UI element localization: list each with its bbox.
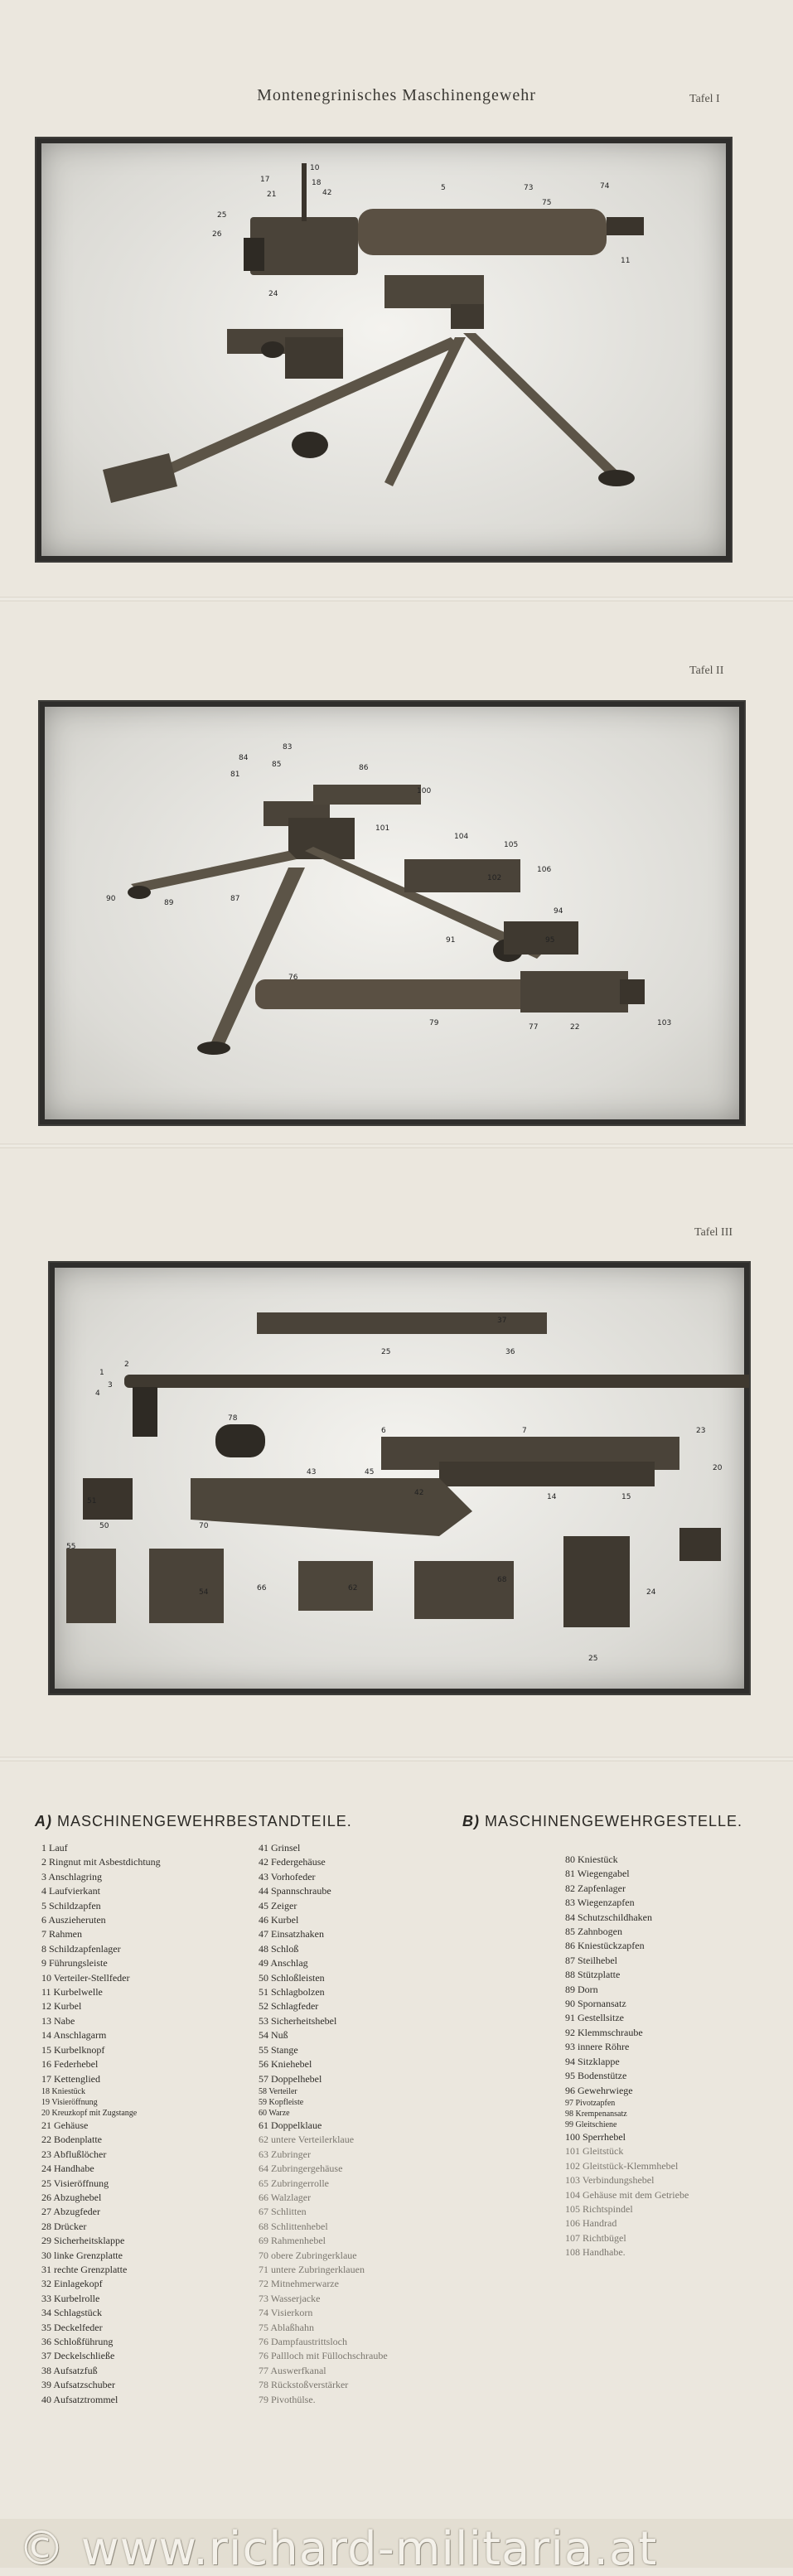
list-item: 29 Sicherheitsklappe — [41, 2235, 125, 2247]
svg-text:79: 79 — [429, 1019, 439, 1027]
section-b-heading — [462, 1813, 742, 1830]
list-item: 58 Verteiler — [259, 2086, 297, 2096]
list-item: 49 Anschlag — [259, 1957, 308, 1969]
svg-text:11: 11 — [621, 257, 631, 265]
list-item: 18 Kniestück — [41, 2086, 86, 2096]
tripod-and-barrel-illustration — [40, 702, 744, 1124]
list-item: 106 Handrad — [565, 2217, 617, 2230]
list-item: 17 Kettenglied — [41, 2072, 100, 2085]
list-item: 108 Handhabe. — [565, 2246, 626, 2259]
list-item: 15 Kurbelknopf — [41, 2043, 105, 2056]
list-item: 9 Führungsleiste — [41, 1957, 108, 1969]
list-item: 72 Mitnehmerwarze — [259, 2278, 339, 2290]
list-item: 94 Sitzklappe — [565, 2055, 620, 2067]
fold-line — [0, 1757, 793, 1762]
svg-text:24: 24 — [646, 1588, 656, 1597]
list-item: 19 Visieröffnung — [41, 2097, 98, 2107]
svg-text:4: 4 — [95, 1389, 100, 1398]
list-item: 68 Schlittenhebel — [259, 2220, 328, 2232]
list-item: 76 Dampfaustrittsloch — [259, 2336, 347, 2347]
list-item: 20 Kreuzkopf mit Zugstange — [41, 2108, 138, 2118]
disassembled-parts-illustration — [50, 1263, 749, 1694]
list-item: 100 Sperrhebel — [565, 2130, 626, 2143]
plate-photo-1 — [35, 137, 733, 563]
list-item: 99 Gleitschiene — [565, 2119, 617, 2129]
section-b-title: MASCHINENGEWEHRGESTELLE. — [485, 1813, 743, 1829]
list-item: 16 Federhebel — [41, 2058, 99, 2071]
list-item: 13 Nabe — [41, 2014, 75, 2027]
list-item: 8 Schildzapfenlager — [41, 1942, 121, 1955]
list-item: 98 Krempenansatz — [565, 2109, 627, 2119]
list-item: 107 Richtbügel — [565, 2231, 626, 2244]
list-item: 7 Rahmen — [41, 1928, 82, 1940]
list-item: 35 Deckelfeder — [41, 2321, 103, 2333]
list-item: 40 Aufsatztrommel — [41, 2393, 118, 2405]
svg-text:94: 94 — [554, 907, 563, 916]
section-a-marker: A) — [35, 1813, 52, 1829]
list-item: 96 Gewehrwiege — [565, 2084, 633, 2096]
list-item: 43 Vorhofeder — [259, 1870, 316, 1882]
svg-text:76: 76 — [288, 974, 298, 982]
list-item: 91 Gestellsitze — [565, 2012, 624, 2024]
svg-text:66: 66 — [257, 1584, 267, 1592]
parts-list-column-1 — [41, 1841, 161, 2407]
list-item: 92 Klemmschraube — [565, 2026, 643, 2038]
list-item: 104 Gehäuse mit dem Getriebe — [565, 2188, 689, 2201]
list-item: 48 Schloß — [259, 1942, 299, 1955]
svg-text:74: 74 — [600, 182, 610, 191]
svg-text:100: 100 — [417, 787, 432, 795]
svg-text:24: 24 — [268, 290, 278, 298]
list-item: 93 innere Röhre — [565, 2041, 630, 2053]
list-item: 56 Kniehebel — [259, 2058, 312, 2071]
svg-text:25: 25 — [217, 211, 227, 220]
plate-label-1: Tafel I — [689, 93, 720, 105]
svg-text:102: 102 — [487, 874, 502, 882]
list-item: 2 Ringnut mit Asbestdichtung — [41, 1856, 161, 1868]
svg-text:42: 42 — [414, 1489, 424, 1497]
svg-text:73: 73 — [524, 184, 534, 192]
svg-text:25: 25 — [588, 1655, 598, 1663]
svg-text:21: 21 — [267, 191, 277, 199]
list-item: 71 untere Zubringerklauen — [259, 2263, 365, 2275]
list-item: 11 Kurbelwelle — [41, 1986, 103, 1998]
section-b-marker: B) — [462, 1813, 480, 1829]
svg-text:14: 14 — [547, 1493, 557, 1501]
list-item: 61 Doppelklaue — [259, 2119, 322, 2131]
svg-text:43: 43 — [307, 1468, 317, 1476]
list-item: 26 Abzughebel — [41, 2191, 102, 2203]
list-item: 45 Zeiger — [259, 1899, 297, 1911]
svg-text:86: 86 — [359, 764, 369, 772]
list-item: 32 Einlagekopf — [41, 2278, 103, 2290]
list-item: 83 Wiegenzapfen — [565, 1897, 635, 1909]
list-item: 21 Gehäuse — [41, 2119, 89, 2131]
list-item: 12 Kurbel — [41, 2000, 82, 2013]
list-item: 103 Verbindungshebel — [565, 2174, 655, 2187]
list-item: 51 Schlagbolzen — [259, 1986, 325, 1998]
svg-text:90: 90 — [106, 895, 116, 903]
list-item: 88 Stützplatte — [565, 1969, 621, 1981]
list-item: 70 obere Zubringerklaue — [259, 2249, 357, 2261]
list-item: 54 Nuß — [259, 2029, 288, 2042]
list-item: 47 Einsatzhaken — [259, 1928, 324, 1940]
svg-text:18: 18 — [312, 179, 322, 187]
svg-text:23: 23 — [696, 1427, 706, 1435]
svg-text:20: 20 — [713, 1464, 723, 1472]
svg-text:81: 81 — [230, 771, 240, 779]
list-item: 59 Kopfleiste — [259, 2097, 304, 2107]
list-item: 90 Spornansatz — [565, 1998, 626, 2010]
plate-label-3: Tafel III — [694, 1226, 733, 1239]
svg-text:10: 10 — [310, 164, 320, 172]
watermark-text: © www.richard-militaria.at — [18, 2522, 658, 2576]
section-a-heading — [35, 1813, 352, 1830]
svg-text:95: 95 — [545, 936, 555, 945]
list-item: 62 untere Verteilerklaue — [259, 2134, 355, 2146]
list-item: 84 Schutzschildhaken — [565, 1911, 652, 1923]
list-item: 36 Schloßführung — [41, 2336, 114, 2347]
svg-text:6: 6 — [381, 1427, 386, 1435]
list-item: 66 Walzlager — [259, 2191, 312, 2203]
list-item: 34 Schlagstück — [41, 2307, 102, 2319]
list-item: 65 Zubringerrolle — [259, 2177, 329, 2189]
list-item: 53 Sicherheitshebel — [259, 2014, 337, 2027]
svg-text:42: 42 — [322, 189, 332, 197]
svg-text:68: 68 — [497, 1576, 507, 1584]
list-item: 74 Visierkorn — [259, 2307, 313, 2319]
list-item: 5 Schildzapfen — [41, 1899, 101, 1911]
page-title: Montenegrinisches Maschinengewehr — [257, 86, 536, 104]
svg-text:77: 77 — [529, 1023, 539, 1032]
list-item: 10 Verteiler-Stellfeder — [41, 1971, 130, 1984]
list-item: 69 Rahmenhebel — [259, 2235, 326, 2247]
svg-text:5: 5 — [441, 184, 446, 192]
svg-text:1: 1 — [99, 1369, 104, 1377]
list-item: 33 Kurbelrolle — [41, 2292, 100, 2304]
section-a-title: MASCHINENGEWEHRBESTANDTEILE. — [57, 1813, 352, 1829]
list-item: 97 Pivotzapfen — [565, 2098, 616, 2108]
list-item: 63 Zubringer — [259, 2148, 311, 2160]
svg-text:37: 37 — [497, 1317, 507, 1325]
plate-photo-3 — [48, 1261, 751, 1695]
svg-text:75: 75 — [542, 199, 552, 207]
list-item: 102 Gleitstück-Klemmhebel — [565, 2159, 679, 2172]
svg-text:70: 70 — [199, 1522, 209, 1530]
svg-text:50: 50 — [99, 1522, 109, 1530]
svg-text:84: 84 — [239, 754, 249, 762]
list-item: 27 Abzugfeder — [41, 2206, 100, 2218]
svg-text:78: 78 — [228, 1414, 238, 1423]
list-item: 24 Handhabe — [41, 2163, 94, 2175]
svg-text:22: 22 — [570, 1023, 580, 1032]
svg-text:89: 89 — [164, 899, 174, 907]
list-item: 41 Grinsel — [259, 1842, 301, 1853]
svg-text:106: 106 — [537, 866, 552, 874]
svg-text:103: 103 — [657, 1019, 672, 1027]
svg-text:25: 25 — [381, 1348, 391, 1356]
svg-text:54: 54 — [199, 1588, 209, 1597]
svg-text:26: 26 — [212, 230, 222, 239]
svg-text:3: 3 — [108, 1381, 113, 1389]
plate-label-2: Tafel II — [689, 665, 724, 677]
svg-text:85: 85 — [272, 761, 282, 769]
list-item: 50 Schloßleisten — [259, 1971, 325, 1984]
list-item: 76 Pallloch mit Füllochschraube — [259, 2350, 388, 2362]
list-item: 80 Kniestück — [565, 1853, 618, 1865]
svg-text:91: 91 — [446, 936, 456, 945]
svg-text:15: 15 — [621, 1493, 631, 1501]
list-item: 64 Zubringergehäuse — [259, 2163, 343, 2175]
svg-text:105: 105 — [504, 841, 519, 849]
list-item: 77 Auswerfkanal — [259, 2364, 326, 2376]
fold-line — [0, 597, 793, 602]
list-item: 30 linke Grenzplatte — [41, 2249, 123, 2261]
list-item: 81 Wiegengabel — [565, 1868, 630, 1880]
list-item: 39 Aufsatzschuber — [41, 2379, 115, 2391]
list-item: 75 Ablaßhahn — [259, 2321, 314, 2333]
machine-gun-on-tripod-illustration — [36, 138, 731, 561]
list-item: 37 Deckelschließe — [41, 2350, 115, 2362]
list-item: 52 Schlagfeder — [259, 2000, 319, 2013]
svg-text:101: 101 — [375, 824, 390, 833]
svg-text:83: 83 — [283, 743, 293, 752]
list-item: 14 Anschlagarm — [41, 2029, 107, 2042]
list-item: 38 Aufsatzfuß — [41, 2364, 98, 2376]
svg-text:2: 2 — [124, 1360, 129, 1369]
fold-line — [0, 1143, 793, 1148]
list-item: 57 Doppelhebel — [259, 2072, 322, 2085]
list-item: 25 Visieröffnung — [41, 2177, 109, 2189]
list-item: 28 Drücker — [41, 2220, 87, 2232]
list-item: 79 Pivothülse. — [259, 2393, 316, 2405]
list-item: 60 Warze — [259, 2108, 290, 2118]
svg-text:87: 87 — [230, 895, 240, 903]
svg-text:45: 45 — [365, 1468, 375, 1476]
list-item: 67 Schlitten — [259, 2206, 307, 2218]
svg-text:17: 17 — [260, 176, 270, 184]
svg-text:62: 62 — [348, 1584, 358, 1592]
svg-text:7: 7 — [522, 1427, 527, 1435]
plate-photo-2 — [38, 700, 746, 1126]
list-item: 89 Dorn — [565, 1983, 598, 1995]
list-item: 31 rechte Grenzplatte — [41, 2263, 128, 2275]
parts-list-column-3 — [565, 1853, 689, 2260]
list-item: 23 Abflußlöcher — [41, 2148, 107, 2160]
list-item: 42 Federgehäuse — [259, 1856, 326, 1868]
list-item: 86 Kniestückzapfen — [565, 1940, 645, 1952]
parts-list-column-2 — [259, 1841, 388, 2407]
list-item: 55 Stange — [259, 2043, 298, 2056]
list-item: 3 Anschlagring — [41, 1870, 102, 1882]
list-item: 44 Spannschraube — [259, 1885, 331, 1897]
list-item: 85 Zahnbogen — [565, 1926, 622, 1938]
list-item: 6 Auszieheruten — [41, 1914, 106, 1926]
list-item: 46 Kurbel — [259, 1914, 299, 1926]
list-item: 101 Gleitstück — [565, 2145, 624, 2158]
list-item: 105 Richtspindel — [565, 2202, 633, 2215]
list-item: 95 Bodenstütze — [565, 2070, 627, 2082]
list-item: 87 Steilhebel — [565, 1954, 617, 1966]
svg-text:51: 51 — [87, 1497, 97, 1505]
list-item: 78 Rückstoßverstärker — [259, 2379, 349, 2391]
list-item: 22 Bodenplatte — [41, 2134, 102, 2146]
svg-text:55: 55 — [66, 1543, 76, 1551]
list-item: 73 Wasserjacke — [259, 2292, 321, 2304]
svg-text:104: 104 — [454, 833, 469, 841]
list-item: 1 Lauf — [41, 1842, 68, 1853]
list-item: 82 Zapfenlager — [565, 1882, 626, 1894]
list-item: 4 Laufvierkant — [41, 1885, 100, 1897]
svg-text:36: 36 — [505, 1348, 515, 1356]
